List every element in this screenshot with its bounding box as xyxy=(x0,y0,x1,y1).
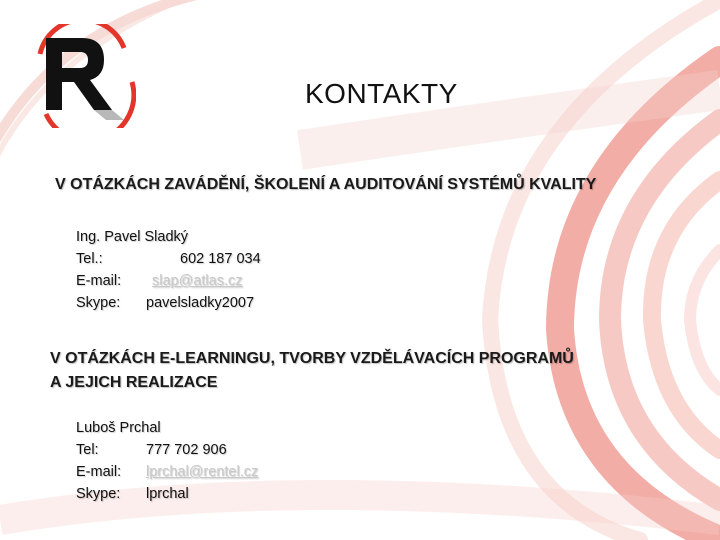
tel-label: Tel.: xyxy=(76,251,103,267)
tel-label: Tel: xyxy=(76,442,99,458)
email-label: E-mail: xyxy=(76,273,122,289)
page-title: KONTAKTY xyxy=(305,78,458,109)
section-heading-line: A JEJICH REALIZACE xyxy=(50,374,218,391)
skype-label: Skype: xyxy=(76,486,121,502)
section-heading-elearning xyxy=(50,347,574,395)
skype-label: Skype: xyxy=(76,295,121,311)
tel-value: 602 187 034 xyxy=(180,251,261,267)
skype-value: lprchal xyxy=(146,486,189,502)
contact-card-elearning xyxy=(76,417,259,505)
contact-card-quality xyxy=(76,226,261,314)
email-label: E-mail: xyxy=(76,464,122,480)
contact-name: Ing. Pavel Sladký xyxy=(76,229,189,245)
section-heading-quality: V OTÁZKÁCH ZAVÁDĚNÍ, ŠKOLENÍ A AUDITOVÁNÍ SYSTÉMŮ KVALITY xyxy=(55,176,597,193)
email-link[interactable]: slap@atlas.cz xyxy=(152,273,243,289)
r-logo-icon xyxy=(28,24,136,128)
tel-value: 777 702 906 xyxy=(146,442,227,458)
contact-name: Luboš Prchal xyxy=(76,420,161,436)
skype-value: pavelsladky2007 xyxy=(146,295,255,311)
email-link[interactable]: lprchal@rentel.cz xyxy=(146,464,259,480)
section-heading-line: V OTÁZKÁCH E-LEARNINGU, TVORBY VZDĚLÁVACÍCH PROGRAMŮ xyxy=(50,350,574,367)
